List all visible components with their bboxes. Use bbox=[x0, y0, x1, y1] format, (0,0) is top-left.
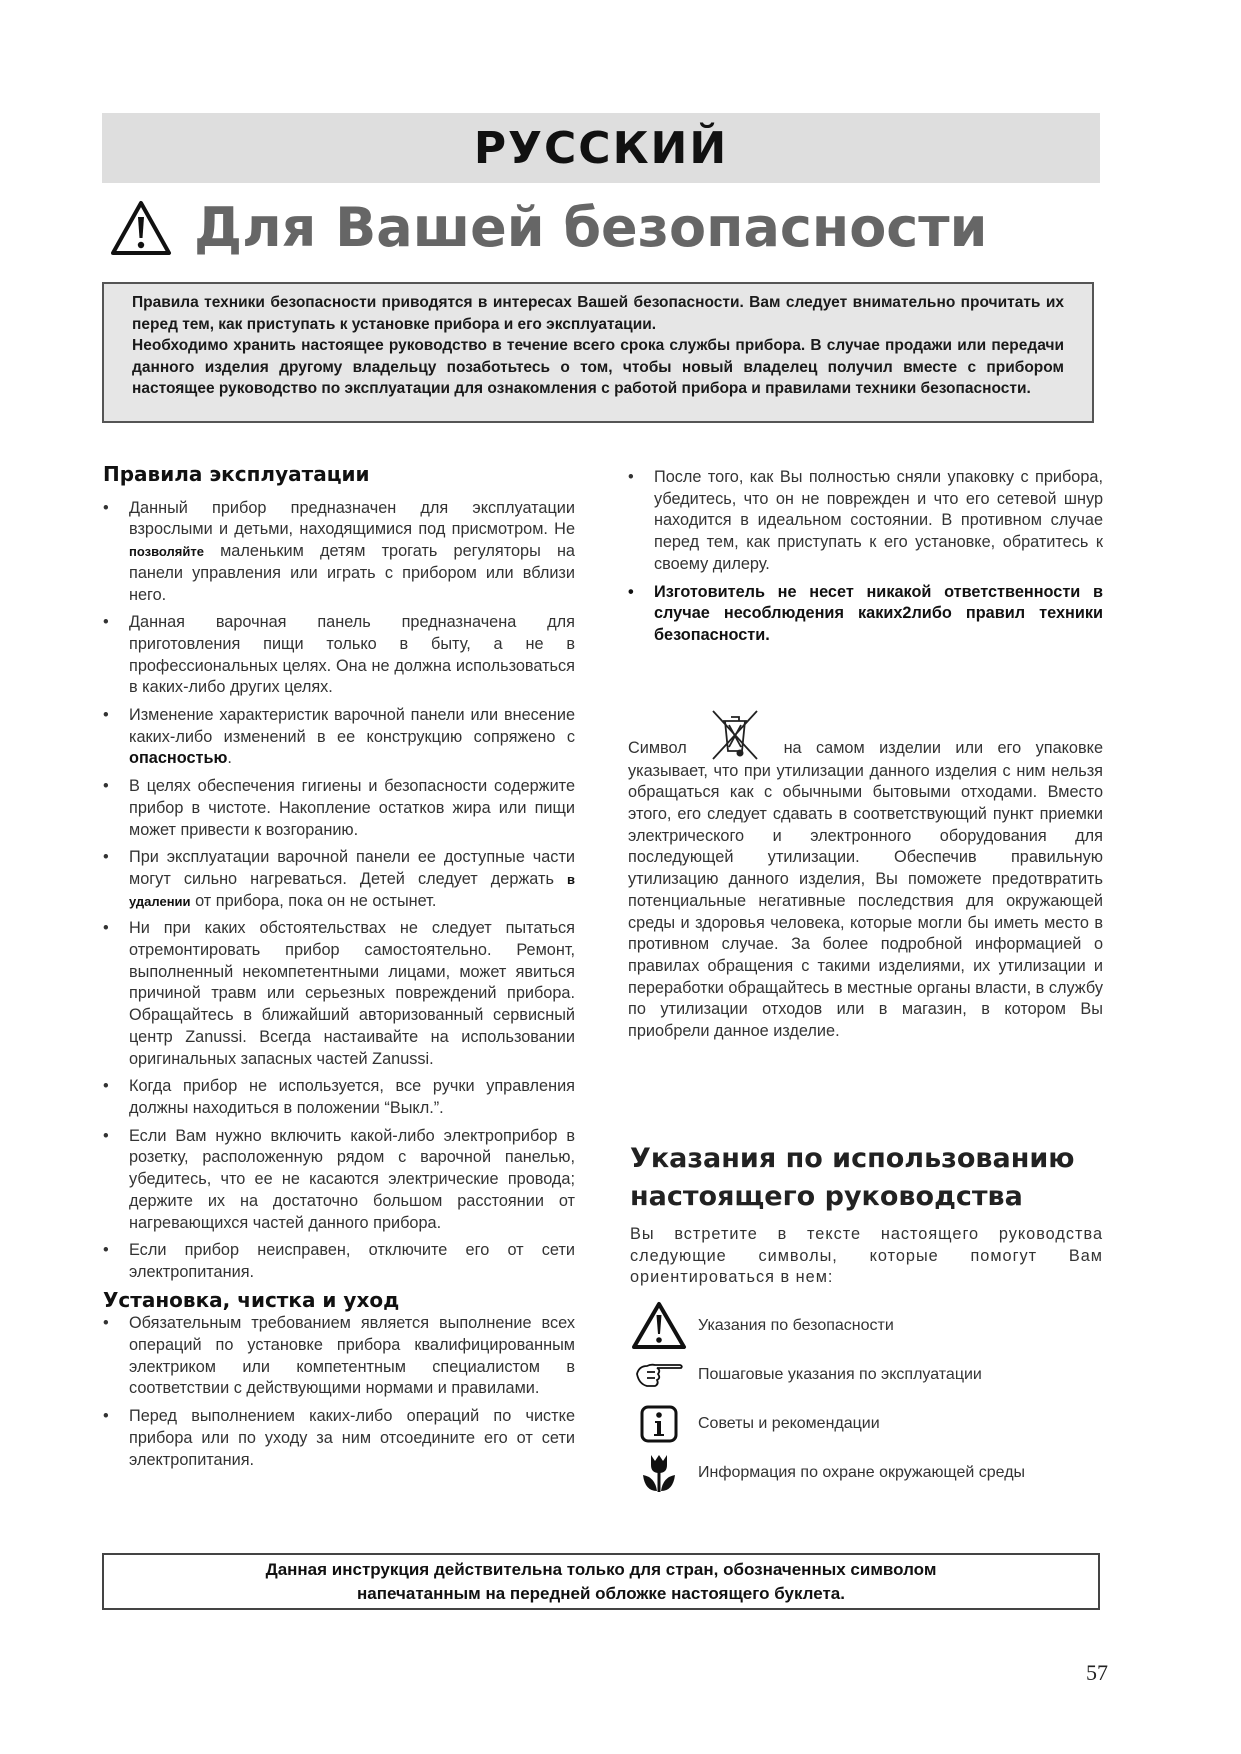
legend-label: Информация по охране окружающей среды bbox=[698, 1463, 1026, 1481]
item-emphasis: позволяйте bbox=[129, 544, 204, 560]
validity-note-line-2: напечатанным на передней обложке настоящего буклета. bbox=[357, 1584, 845, 1603]
legend-label: Указания по безопасности bbox=[698, 1316, 894, 1334]
safety-intro-box bbox=[102, 282, 1094, 423]
list-item bbox=[103, 1126, 575, 1235]
right-column bbox=[628, 467, 1103, 1059]
usage-guide-heading: Указания по использованию настоящего руководства bbox=[630, 1143, 1075, 1212]
list-item bbox=[103, 612, 575, 699]
info-icon bbox=[630, 1401, 688, 1447]
item-text: В целях обеспечения гигиены и безопасности содержите прибор в чистоте. Накопление остатков жира или пищи может привести к возгоранию. bbox=[129, 777, 575, 839]
list-item bbox=[103, 1240, 575, 1283]
item-text: Если Вам нужно включить какой-либо электроприбор в розетку, расположенную рядом с варочной панелью, убедитесь, что ее не касаются электрические провода; держите их на достаточно большом расстоянии от нагревающихся частей данного прибора. bbox=[129, 1126, 575, 1232]
item-text: маленьким детям трогать регуляторы на панели управления или играть с прибором или вблизи него. bbox=[129, 542, 575, 604]
list-item bbox=[103, 847, 575, 912]
operation-list bbox=[103, 498, 575, 1284]
warning-triangle-icon bbox=[110, 200, 172, 256]
usage-guide-intro: Вы встретите в тексте настоящего руководства следующие символы, которые помогут Вам ориентироваться в нем: bbox=[630, 1225, 1103, 1287]
crossed-bin-icon bbox=[707, 709, 763, 761]
legend-row-steps bbox=[630, 1350, 1103, 1399]
weee-paragraph bbox=[628, 709, 1103, 1043]
installation-heading: Установка, чистка и уход bbox=[103, 1287, 400, 1312]
usage-guide-section bbox=[630, 1140, 1103, 1497]
legend-row-environment bbox=[630, 1448, 1103, 1497]
item-text: Данная варочная панель предназначена для приготовления пищи только в быту, а не в профессиональных целях. Она не должна использоваться в каких-либо других целях. bbox=[129, 613, 575, 697]
legend-label: Советы и рекомендации bbox=[698, 1414, 880, 1432]
legend-row-safety bbox=[630, 1301, 1103, 1350]
safety-title bbox=[110, 196, 987, 259]
item-text: Если прибор неисправен, отключите его от сети электропитания. bbox=[129, 1241, 575, 1281]
list-item bbox=[103, 705, 575, 770]
installation-list bbox=[103, 1313, 575, 1471]
legend-row-tips bbox=[630, 1399, 1103, 1448]
warning-triangle-icon bbox=[630, 1303, 688, 1349]
item-text: Когда прибор не используется, все ручки управления должны находиться в положении “Выкл.”. bbox=[129, 1077, 575, 1117]
item-emphasis: опасностью bbox=[129, 749, 228, 768]
item-text: Ни при каких обстоятельствах не следует пытаться отремонтировать прибор самостоятельно. Ремонт, выполненный некомпетентными лицами, может явиться причиной травм или серьезных повреждений прибора. Обращайтесь в ближайший авторизованный сервисный центр Zanussi. Всегда настаивайте на использовании оригинальных запасных частей Zanussi. bbox=[129, 919, 575, 1068]
operation-heading: Правила эксплуатации bbox=[103, 462, 370, 486]
right-list bbox=[628, 467, 1103, 647]
list-item: • Перед выполнением каких-либо операций по чистке прибора или по уходу за ним отсоедините его от сети электропитания. bbox=[103, 1406, 575, 1471]
list-item bbox=[103, 918, 575, 1070]
tulip-icon bbox=[630, 1450, 688, 1496]
item-text: Изменение характеристик варочной панели или внесение каких-либо изменений в ее конструкцию сопряжено с bbox=[129, 706, 575, 746]
pointing-hand-icon bbox=[630, 1352, 688, 1398]
item-text: от прибора, пока он не остынет. bbox=[190, 891, 437, 910]
left-column bbox=[103, 464, 575, 1477]
item-text: При эксплуатации варочной панели ее доступные части могут сильно нагреваться. Детей следует держать bbox=[129, 848, 575, 888]
list-item: • После того, как Вы полностью сняли упаковку с прибора, убедитесь, что он не поврежден и что его сетевой шнур находится в идеальном состоянии. В противном случае перед тем, как приступать к его установке, обратитесь к своему дилеру. bbox=[628, 467, 1103, 576]
symbol-legend bbox=[630, 1301, 1103, 1497]
weee-text-start: Символ bbox=[628, 738, 687, 757]
list-item: • Обязательным требованием является выполнение всех операций по установке прибора квалифицированным электриком или компетентным специалистом в соответствии с действующими нормами и правилами. bbox=[103, 1313, 575, 1400]
weee-text: на самом изделии или его упаковке указывает, что при утилизации данного изделия с ним нельзя обращаться как с обычными бытовыми отходами. Вместо этого, его следует сдавать в соответствующий пункт приемки электрического и электронного оборудования для последующей утилизации. Обеспечив правильную утилизацию данного изделия, Вы поможете предотвратить потенциальные негативные последствия для окружающей среды и здоровья человека, которые могли бы иметь место в противном случае. За более подробной информацией о правилах обращения с такими изделиями, их утилизации и переработки обращайтесь в местные органы власти, в службу по утилизации отходов или в магазин, в котором Вы приобрели данное изделие. bbox=[628, 738, 1103, 1041]
language-header-bar bbox=[102, 113, 1100, 183]
language-header: РУССКИЙ bbox=[473, 122, 729, 174]
safety-title-text: Для Вашей безопасности bbox=[194, 196, 988, 259]
validity-note-box bbox=[102, 1553, 1100, 1610]
list-item bbox=[103, 776, 575, 841]
item-text: Данный прибор предназначен для эксплуатации взрослыми и детьми, находящимися под присмотром. Не bbox=[129, 498, 575, 539]
item-text: . bbox=[227, 749, 232, 768]
list-item bbox=[103, 1076, 575, 1119]
list-item-liability: • Изготовитель не несет никакой ответственности в случае несоблюдения каких2либо правил техники безопасности. bbox=[628, 582, 1103, 647]
intro-paragraph-1: Правила техники безопасности приводятся в интересах Вашей безопасности. Вам следует внимательно прочитать их перед тем, как приступать к установке прибора и его эксплуатации. bbox=[132, 294, 1064, 333]
legend-label: Пошаговые указания по эксплуатации bbox=[698, 1365, 982, 1383]
validity-note-line-1: Данная инструкция действительна только для стран, обозначенных символом bbox=[265, 1560, 937, 1579]
list-item bbox=[103, 498, 575, 607]
item-emphasis: в удалении bbox=[129, 871, 575, 909]
page-number: 57 bbox=[1086, 1660, 1108, 1685]
intro-paragraph-2: Необходимо хранить настоящее руководство в течение всего срока службы прибора. В случае продажи или передачи данного изделия другому владельцу позаботьтесь о том, чтобы новый владелец получил вместе с прибором настоящее руководство по эксплуатации для ознакомления с работой прибора и правилами техники безопасности. bbox=[132, 337, 1064, 397]
